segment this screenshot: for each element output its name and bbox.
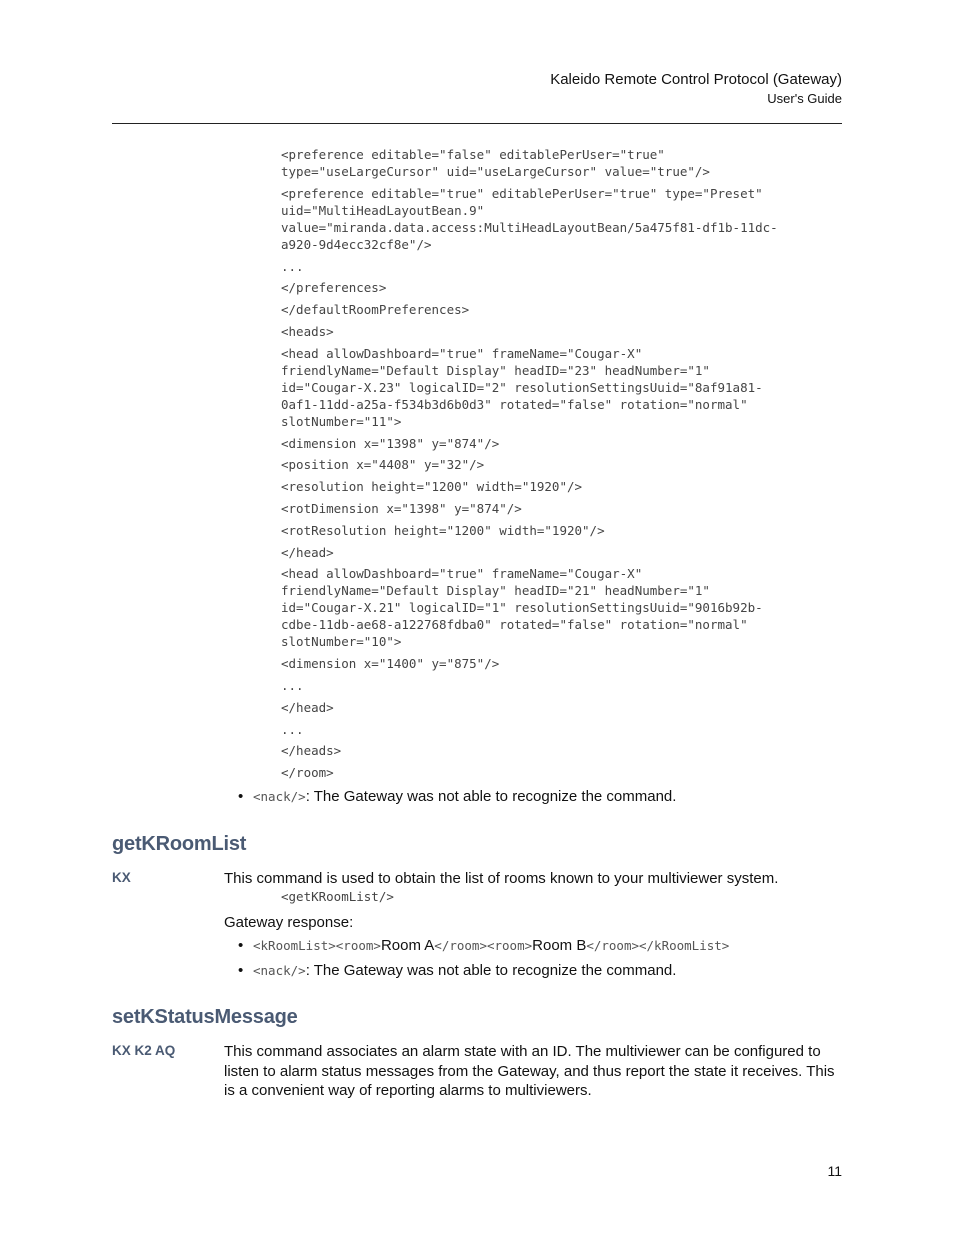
- code-line: <head allowDashboard="true" frameName="Cougar-X" friendlyName="Default Display" headID="21" headNumber="1" id="Cougar-X.21" logicalID="1" resolutionSettingsUuid="9016b92b- cdbe-11db-ae68-a122768fdba0" rotated="false" rotation="normal" slotNumber="10">: [281, 566, 763, 650]
- code-block: [281, 146, 841, 786]
- header-rule: [112, 123, 842, 124]
- code-line: ...: [281, 677, 304, 693]
- code-line: </head>: [281, 699, 334, 715]
- code-line: <heads>: [281, 323, 334, 339]
- inline-code: <nack/>: [253, 963, 306, 978]
- code-line: <rotDimension x="1398" y="874"/>: [281, 500, 522, 516]
- code-line: </room>: [281, 765, 334, 781]
- section-description: This command is used to obtain the list of rooms known to your multiviewer system.: [224, 870, 779, 887]
- code-line: <dimension x="1400" y="875"/>: [281, 656, 500, 672]
- section-heading: setKStatusMessage: [112, 1006, 298, 1028]
- code-line: </preferences>: [281, 280, 387, 296]
- list-item-text: : The Gateway was not able to recognize the command.: [305, 788, 677, 805]
- list-item: [238, 961, 676, 981]
- command-code: <getKRoomList/>: [281, 889, 394, 904]
- code-line: <preference editable="false" editablePerUser="true" type="useLargeCursor" uid="useLargeCursor" value="true"/>: [281, 147, 710, 179]
- description-line: This command associates an alarm state with an ID. The multiviewer can be configured to: [224, 1043, 821, 1060]
- section-description: [224, 1042, 844, 1101]
- code-line: <position x="4408" y="32"/>: [281, 457, 485, 473]
- description-line: listen to alarm status messages from the Gateway, and thus report the state it receives. This: [224, 1062, 835, 1080]
- inline-code: </room><room>: [434, 938, 533, 953]
- code-line: </head>: [281, 544, 334, 560]
- header-title: Kaleido Remote Control Protocol (Gateway): [550, 71, 842, 88]
- product-tag: KX K2 AQ: [112, 1043, 176, 1058]
- bullet-icon: •: [238, 788, 244, 805]
- list-item-text: Room B: [532, 937, 587, 954]
- description-line: is a convenient way of reporting alarms to multiviewers.: [224, 1082, 592, 1099]
- inline-code: <nack/>: [253, 789, 306, 804]
- page-number: 11: [827, 1163, 842, 1179]
- running-header: [550, 70, 842, 108]
- code-line: </defaultRoomPreferences>: [281, 302, 470, 318]
- section-heading: getKRoomList: [112, 833, 247, 855]
- code-line: <dimension x="1398" y="874"/>: [281, 435, 500, 451]
- response-label: Gateway response:: [224, 914, 354, 931]
- product-tag: KX: [112, 870, 131, 885]
- inline-code: <kRoomList><room>: [253, 938, 381, 953]
- code-line: <preference editable="true" editablePerUser="true" type="Preset" uid="MultiHeadLayoutBean.9" value="miranda.data.access:MultiHeadLayoutBean/5a475f81-df1b-11dc- a920-9d4ecc32cf8e"/>: [281, 185, 778, 252]
- list-item-text: Room A: [380, 937, 435, 954]
- code-line: </heads>: [281, 743, 342, 759]
- header-subtitle: User's Guide: [767, 91, 842, 106]
- bullet-icon: •: [238, 962, 244, 979]
- code-line: <resolution height="1200" width="1920"/>: [281, 479, 583, 495]
- code-line: <head allowDashboard="true" frameName="Cougar-X" friendlyName="Default Display" headID="23" headNumber="1" id="Cougar-X.23" logicalID="2" resolutionSettingsUuid="8af91a81- 0af1-11dd-a25a-f534b3d6b0d3" rotated="false" rotation="normal" slotNumber="11">: [281, 345, 763, 429]
- code-line: <rotResolution height="1200" width="1920"/>: [281, 522, 605, 538]
- list-item: [238, 787, 676, 807]
- list-item-text: : The Gateway was not able to recognize the command.: [305, 962, 677, 979]
- bullet-icon: •: [238, 937, 244, 954]
- code-line: ...: [281, 258, 304, 274]
- inline-code: </room></kRoomList>: [586, 938, 730, 953]
- list-item: [238, 936, 729, 956]
- code-line: ...: [281, 721, 304, 737]
